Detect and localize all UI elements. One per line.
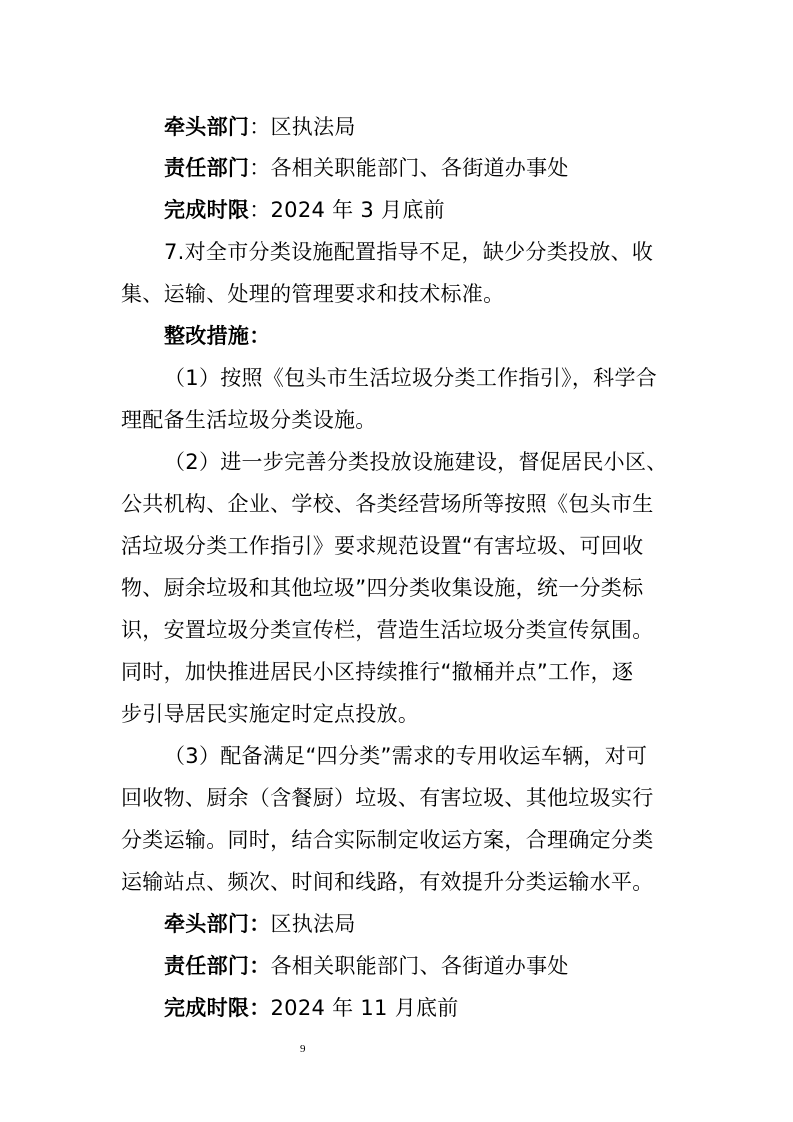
resp-dept-label: 责任部门： [164, 954, 271, 978]
measure3-line-2: 回收物、厨余（含餐厨）垃圾、有害垃圾、其他垃圾实行 [121, 786, 654, 810]
deadline-value: 2024 年 11 月底前 [270, 996, 459, 1020]
resp-dept-value: 各相关职能部门、各街道办事处 [270, 954, 569, 978]
lead-dept-row-1 [164, 114, 356, 140]
measure2-line-2: 公共机构、企业、学校、各类经营场所等按照《包头市生 [121, 492, 654, 516]
measure2-line-7: 步引导居民实施定时定点投放。 [121, 702, 420, 726]
deadline-label: 完成时限： [164, 996, 271, 1020]
item7-line-1: 7.对全市分类设施配置指导不足，缺少分类投放、收 [164, 240, 654, 264]
lead-dept-value: ：区执法局 [249, 115, 356, 139]
measure3-line-3: 分类运输。同时，结合实际制定收运方案，合理确定分类 [121, 828, 654, 852]
lead-dept-label: 牵头部门： [164, 912, 271, 936]
measure1-line-1: （1）按照《包头市生活垃圾分类工作指引》，科学合 [164, 366, 658, 390]
measure3-line-1: （3）配备满足“四分类”需求的专用收运车辆，对可 [164, 744, 648, 768]
deadline-label: 完成时限 [164, 198, 250, 222]
resp-dept-row-2 [164, 953, 569, 979]
measure1-line-2: 理配备生活垃圾分类设施。 [121, 408, 377, 432]
deadline-row-2 [164, 995, 459, 1021]
measures-heading: 整改措施： [164, 324, 271, 348]
item7-line-2: 集、运输、处理的管理要求和技术标准。 [121, 282, 505, 306]
lead-dept-label: 牵头部门 [164, 115, 250, 139]
resp-dept-row-1 [164, 155, 569, 181]
resp-dept-value: ：各相关职能部门、各街道办事处 [249, 156, 569, 180]
page-number: 9 [300, 1043, 306, 1055]
lead-dept-value: 区执法局 [270, 912, 356, 936]
measure2-line-3: 活垃圾分类工作指引》要求规范设置“有害垃圾、可回收 [121, 534, 644, 558]
measure3-line-4: 运输站点、频次、时间和线路，有效提升分类运输水平。 [121, 870, 654, 894]
deadline-value: ：2024 年 3 月底前 [249, 198, 445, 222]
resp-dept-label: 责任部门 [164, 156, 250, 180]
measure2-line-1: （2）进一步完善分类投放设施建设，督促居民小区、 [164, 450, 668, 474]
measure2-line-6: 同时，加快推进居民小区持续推行“撤桶并点”工作，逐 [121, 660, 634, 684]
measure2-line-5: 识，安置垃圾分类宣传栏，营造生活垃圾分类宣传氛围。 [121, 618, 654, 642]
deadline-row-1 [164, 197, 445, 223]
lead-dept-row-2 [164, 911, 356, 937]
measure2-line-4: 物、厨余垃圾和其他垃圾”四分类收集设施，统一分类标 [121, 576, 644, 600]
